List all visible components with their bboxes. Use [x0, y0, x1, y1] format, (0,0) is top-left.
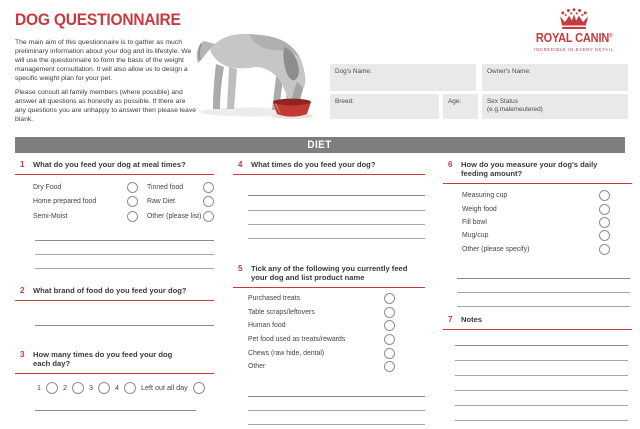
question-4: [233, 158, 425, 239]
diet-section-title: DIET: [307, 139, 333, 151]
times-4-radio[interactable]: [124, 382, 136, 394]
question-6-number: 6: [448, 160, 453, 169]
answer-line[interactable]: [455, 406, 628, 421]
option-measuring-cup: Measuring cup: [462, 189, 632, 202]
question-5: [233, 262, 425, 425]
question-5-number: 5: [238, 264, 243, 273]
answer-line[interactable]: [35, 255, 214, 269]
option-chews: Chews (raw hide, dental): [248, 346, 425, 360]
question-6-options: [443, 189, 632, 256]
question-2-header: [15, 284, 214, 301]
question-7-answer-lines: [455, 331, 628, 420]
answer-line[interactable]: [35, 301, 214, 326]
question-3-options: 1 2 3 4 Left out all day: [15, 382, 214, 394]
question-1-header: [15, 158, 214, 175]
question-1: [15, 158, 214, 269]
left-out-all-day-radio[interactable]: [193, 382, 205, 394]
answer-line[interactable]: [455, 346, 628, 361]
intro-paragraph-2: Please consult all family members (where possible) and answer all questions as honestly as possible. If there are any questions you are unhappy to answer then please leave blank.: [15, 89, 196, 124]
question-1-answer-lines: [35, 233, 214, 269]
question-1-options: [15, 180, 214, 223]
question-4-text: What times do you feed your dog?: [251, 160, 376, 169]
tinned-food-radio[interactable]: [203, 182, 214, 193]
purchased-treats-checkbox[interactable]: [384, 293, 395, 304]
other-checkbox[interactable]: [384, 361, 395, 372]
question-1-number: 1: [20, 160, 25, 169]
option-table-scraps: Table scraps/leftovers: [248, 306, 425, 320]
times-1-radio[interactable]: [46, 382, 58, 394]
raw-diet-radio[interactable]: [203, 196, 214, 207]
question-7-number: 7: [448, 315, 453, 324]
table-scraps-checkbox[interactable]: [384, 307, 395, 318]
question-7: [443, 313, 632, 421]
question-2-answer-lines: [35, 301, 214, 326]
other-specify-radio[interactable]: [599, 244, 610, 255]
question-4-header: [233, 158, 425, 175]
breed-field[interactable]: Breed:: [330, 94, 439, 119]
option-fill-bowl: Fill bowl: [462, 216, 632, 229]
answer-line[interactable]: [455, 331, 628, 346]
question-5-text: Tick any of the following you currently feed your dog and list product name: [251, 264, 408, 283]
option-tinned-food: Tinned food: [147, 180, 214, 194]
option-human-food: Human food: [248, 319, 425, 333]
question-2: [15, 284, 214, 326]
times-2-radio[interactable]: [72, 382, 84, 394]
fill-bowl-radio[interactable]: [599, 217, 610, 228]
question-2-number: 2: [20, 286, 25, 295]
question-7-header: [443, 313, 632, 330]
question-5-answer-lines: [248, 383, 425, 425]
answer-line[interactable]: [248, 397, 425, 411]
question-5-header: [233, 262, 425, 288]
question-3: [15, 348, 214, 411]
question-6-text: How do you measure your dog's daily feeding amount?: [461, 160, 598, 179]
page-title: DOG QUESTIONNAIRE: [15, 11, 181, 29]
option-semi-moist: Semi-Moist: [33, 209, 138, 223]
answer-line[interactable]: [455, 391, 628, 406]
question-5-options: [233, 292, 425, 374]
question-6: [443, 158, 632, 307]
question-7-text: Notes: [461, 315, 483, 324]
brand-name: ROYAL CANIN®: [535, 31, 613, 45]
diet-section-header: [15, 137, 625, 153]
option-other: Other: [248, 360, 425, 374]
option-mug-cup: Mug/cup: [462, 229, 632, 242]
dog-name-field[interactable]: Dog's Name:: [330, 64, 476, 91]
question-6-header: [443, 158, 632, 184]
semi-moist-radio[interactable]: [127, 211, 138, 222]
intro-text: [15, 38, 197, 124]
dry-food-radio[interactable]: [127, 182, 138, 193]
question-4-number: 4: [238, 160, 243, 169]
answer-line[interactable]: [248, 411, 425, 425]
other-list-radio[interactable]: [203, 211, 214, 222]
option-purchased-treats: Purchased treats: [248, 292, 425, 306]
measuring-cup-radio[interactable]: [599, 190, 610, 201]
owner-name-field[interactable]: Owner's Name:: [482, 64, 628, 91]
intro-paragraph-1: The main aim of this questionnaire is to gather as much preliminary information about your dog and its lifestyle. We will use the questionnaire to form the basis of the weight management consultation. It will also allow us to design a specific weight plan for your pet.: [15, 39, 192, 83]
answer-line[interactable]: [35, 241, 214, 255]
chews-checkbox[interactable]: [384, 348, 395, 359]
sex-status-hint: (e.g.male/neutered): [487, 106, 543, 114]
answer-line[interactable]: [457, 265, 630, 279]
answer-line[interactable]: [248, 383, 425, 397]
mug-cup-radio[interactable]: [599, 230, 610, 241]
answer-line[interactable]: [457, 293, 630, 307]
answer-line[interactable]: [248, 183, 425, 196]
sex-status-label: Sex Status: [487, 98, 518, 105]
royal-canin-logo: [527, 7, 621, 52]
option-dry-food: Dry Food: [33, 180, 138, 194]
answer-line[interactable]: [457, 279, 630, 293]
option-pet-food-treats: Pet food used as treats/rewards: [248, 333, 425, 347]
option-weigh-food: Weigh food: [462, 202, 632, 215]
question-3-text: How many times do you feed your dog each day?: [33, 350, 173, 369]
home-prepared-radio[interactable]: [127, 196, 138, 207]
pet-food-treats-checkbox[interactable]: [384, 334, 395, 345]
option-raw-diet: Raw Diet: [147, 195, 214, 209]
option-other-list: Other (please list): [147, 209, 214, 223]
question-1-text: What do you feed your dog at meal times?: [33, 160, 186, 169]
answer-line[interactable]: [248, 211, 425, 225]
question-4-answer-lines: [248, 183, 425, 239]
question-3-header: [15, 348, 214, 374]
sex-status-field[interactable]: [482, 94, 628, 119]
answer-line[interactable]: [248, 225, 425, 239]
dog-photo: [189, 20, 335, 137]
option-home-prepared: Home prepared food: [33, 195, 138, 209]
crown-icon: [553, 7, 595, 30]
question-2-text: What brand of food do you feed your dog?: [33, 286, 187, 295]
brand-tagline: INCREDIBLE IN EVERY DETAIL: [534, 47, 614, 52]
question-6-answer-lines: [457, 265, 630, 307]
age-field[interactable]: Age:: [443, 94, 478, 119]
option-other-specify: Other (please specify): [462, 243, 632, 256]
question-3-answer-lines: [35, 401, 196, 411]
times-3-radio[interactable]: [98, 382, 110, 394]
answer-line[interactable]: [455, 376, 628, 391]
human-food-checkbox[interactable]: [384, 320, 395, 331]
question-3-number: 3: [20, 350, 25, 359]
weigh-food-radio[interactable]: [599, 204, 610, 215]
answer-line[interactable]: [248, 196, 425, 210]
answer-line[interactable]: [455, 361, 628, 376]
answer-line[interactable]: [35, 401, 196, 411]
registered-mark: ®: [609, 32, 613, 39]
answer-line[interactable]: [35, 233, 214, 241]
